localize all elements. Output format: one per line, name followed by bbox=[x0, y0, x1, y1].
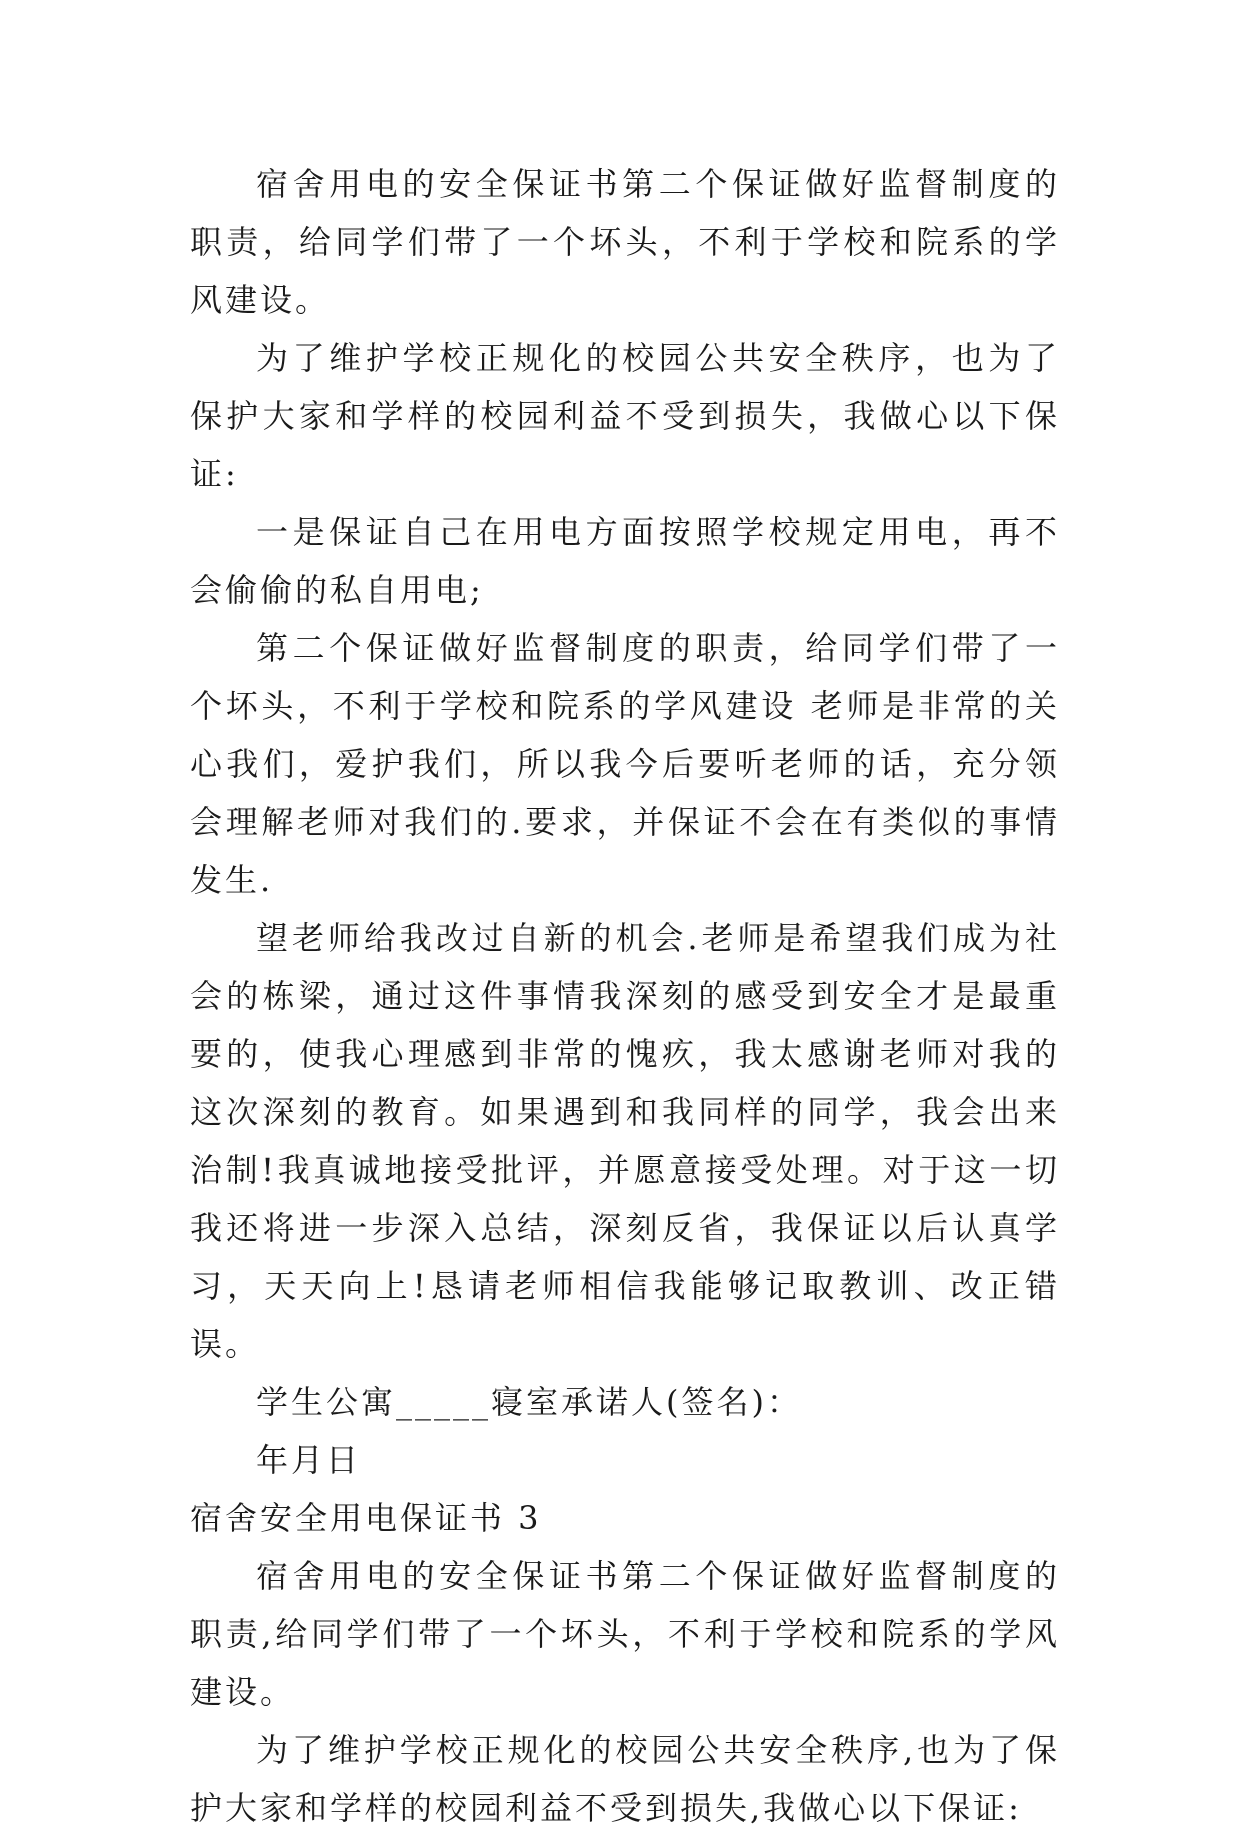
date-line: 年月日 bbox=[256, 1441, 362, 1479]
paragraph-pledge-two: 第二个保证做好监督制度的职责，给同学们带了一个坏头，不利于学校和院系的学风建设 老师是非常的关心我们，爱护我们，所以我今后要听老师的话，充分领会理解老师对我们的.要求，并保证不会在有类似的事情发生. bbox=[190, 629, 1060, 899]
paragraph-purpose-2: 为了维护学校正规化的校园公共安全秩序,也为了保护大家和学样的校园利益不受到损失,我做心以下保证: bbox=[190, 1731, 1060, 1827]
paragraph-intro: 宿舍用电的安全保证书第二个保证做好监督制度的职责，给同学们带了一个坏头，不利于学校和院系的学风建设。 bbox=[190, 165, 1060, 319]
signature-line: 学生公寓_____寝室承诺人(签名)： bbox=[256, 1383, 802, 1421]
section-title: 宿舍安全用电保证书 3 bbox=[190, 1499, 542, 1537]
paragraph-pledge-one: 一是保证自己在用电方面按照学校规定用电，再不会偷偷的私自用电; bbox=[190, 513, 1060, 609]
paragraph-purpose: 为了维护学校正规化的校园公共安全秩序，也为了保护大家和学样的校园利益不受到损失，我做心以下保证: bbox=[190, 339, 1060, 493]
paragraph-intro-2: 宿舍用电的安全保证书第二个保证做好监督制度的职责,给同学们带了一个坏头，不利于学校和院系的学风建设。 bbox=[190, 1557, 1060, 1711]
paragraph-reflection: 望老师给我改过自新的机会.老师是希望我们成为社会的栋梁，通过这件事情我深刻的感受到安全才是最重要的，使我心理感到非常的愧疚，我太感谢老师对我的这次深刻的教育。如果遇到和我同样的同学，我会出来治制!我真诚地接受批评，并愿意接受处理。对于这一切我还将进一步深入总结，深刻反省，我保证以后认真学习，天天向上!恳请老师相信我能够记取教训、改正错误。 bbox=[190, 919, 1060, 1363]
document-body bbox=[190, 155, 1060, 1837]
